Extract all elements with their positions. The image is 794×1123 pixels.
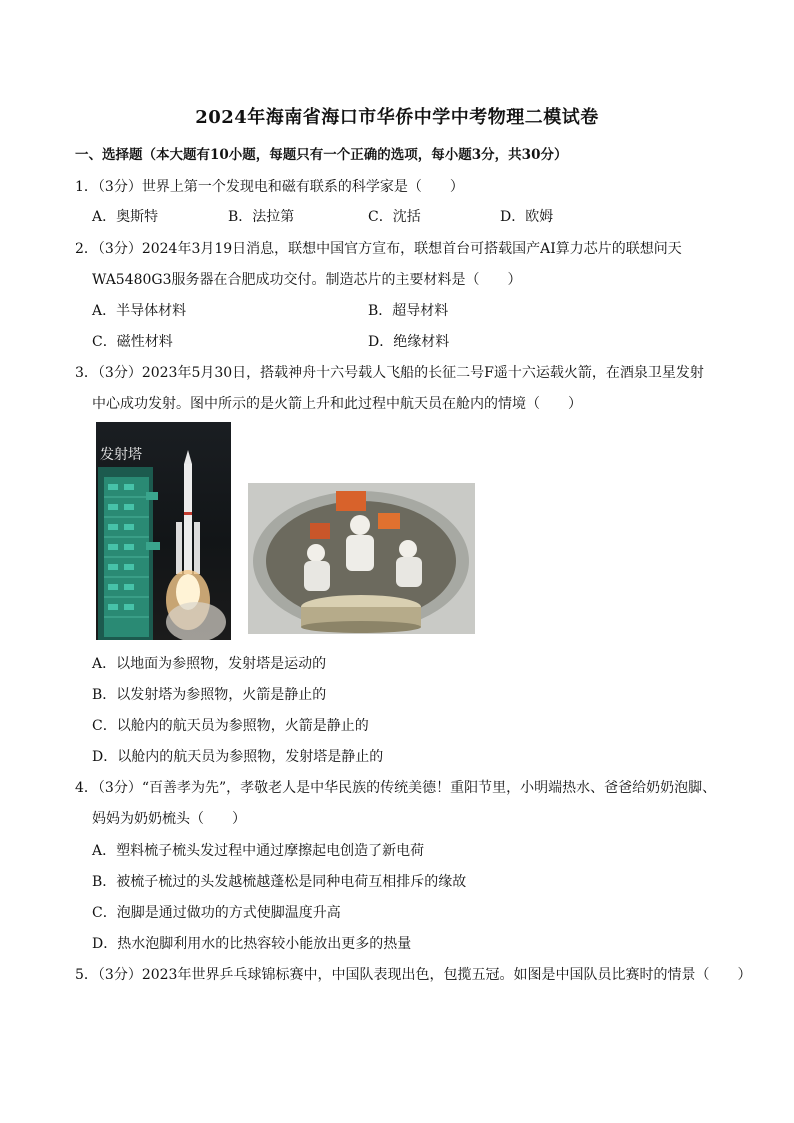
q1-option-c: C．沈括 [368, 209, 421, 225]
tower-photo-label: 发射塔 [100, 447, 142, 463]
exam-title: 2024年海南省海口市华侨中学中考物理二模试卷 [195, 107, 599, 128]
q2-option-d: D．绝缘材料 [368, 334, 450, 350]
launch-tower-photo [96, 422, 231, 640]
q3-option-c: C．以舱内的航天员为参照物，火箭是静止的 [92, 718, 369, 734]
q4-option-c: C．泡脚是通过做功的方式使脚温度升高 [92, 905, 341, 921]
question-4-stem: 4．（3分）“百善孝为先”，孝敬老人是中华民族的传统美德！重阳节里，小明端热水、爸爸给奶奶泡脚、 [75, 780, 717, 796]
cabin-illustration [248, 483, 475, 634]
astronauts-cabin-photo [248, 483, 475, 634]
q4-option-d: D．热水泡脚利用水的比热容较小能放出更多的热量 [92, 936, 412, 952]
question-4-stem-cont: 妈妈为奶奶梳头（ ） [92, 811, 246, 827]
q2-option-c: C．磁性材料 [92, 334, 173, 350]
question-1-stem: 1．（3分）世界上第一个发现电和磁有联系的科学家是（ ） [75, 179, 464, 195]
question-3-stem-cont: 中心成功发射。图中所示的是火箭上升和此过程中航天员在舱内的情境（ ） [92, 396, 582, 412]
question-5-stem: 5．（3分）2023年世界乒乓球锦标赛中，中国队表现出色，包揽五冠。如图是中国队员比赛时的情景（ ） [75, 967, 752, 983]
q4-option-b: B．被梳子梳过的头发越梳越蓬松是同种电荷互相排斥的缘故 [92, 874, 467, 890]
q1-option-a: A．奥斯特 [92, 209, 159, 225]
q2-option-a: A．半导体材料 [92, 303, 187, 319]
question-3-stem: 3．（3分）2023年5月30日，搭载神舟十六号载人飞船的长征二号F遥十六运载火箭，在酒泉卫星发射 [75, 365, 704, 381]
question-2-stem: 2．（3分）2024年3月19日消息，联想中国官方宣布，联想首台可搭载国产AI算力芯片的联想问天 [75, 241, 682, 257]
q4-option-a: A．塑料梳子梳头发过程中通过摩擦起电创造了新电荷 [92, 843, 425, 859]
question-2-stem-cont: WA5480G3服务器在合肥成功交付。制造芯片的主要材料是（ ） [92, 272, 522, 288]
q2-option-b: B．超导材料 [368, 303, 449, 319]
q3-option-d: D．以舱内的航天员为参照物，发射塔是静止的 [92, 749, 384, 765]
q3-option-b: B．以发射塔为参照物，火箭是静止的 [92, 687, 327, 703]
section-heading: 一、选择题（本大题有10小题，每题只有一个正确的选项，每小题3分，共30分） [75, 147, 568, 163]
q1-option-b: B．法拉第 [228, 209, 295, 225]
q3-option-a: A．以地面为参照物，发射塔是运动的 [92, 656, 327, 672]
q1-option-d: D．欧姆 [500, 209, 554, 225]
